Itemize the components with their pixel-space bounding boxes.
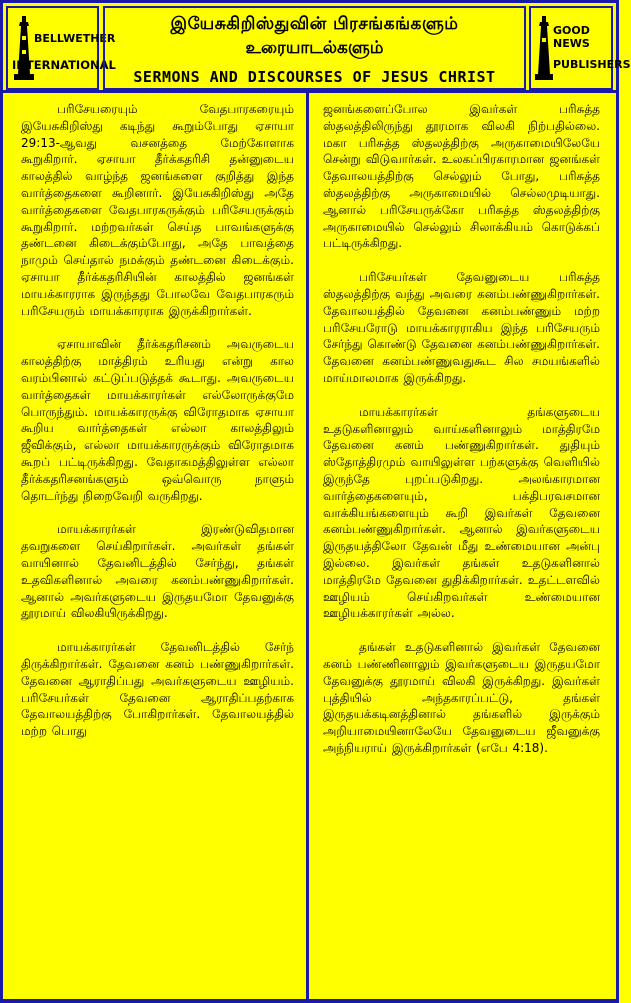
bellwether-logo bbox=[6, 6, 116, 90]
paragraph: பரிசேயரையும் வேதபாரகரையும் இயேசுகிறிஸ்து கடிந்து கூறும்போது ஏசாயா 29:13-ஆவது வசனத்தை மேற்கோளாக கூறுகிறார். ஏசாயா தீர்க்கதரிசி தன்னுடைய காலத்தில் வாழ்ந்த ஜனங்களை குறித்து இந்த வார்த்தைகளை கூறினார். இயேசுகிறிஸ்து அதே வார்த்தைகளை வேதபாரகருக்கும் பரிசேயருக்கும் கூறுகிறார். மற்றவர்கள் செய்த பாவங்களுக்கு தண்டனை கிடைக்கும்போது, அதே பாவத்தை நாமும் செய்தால் நமக்கும் தண்டனை கிடைக்கும். ஏசாயா தீர்க்கதரிசியின் காலத்தில் ஜனங்கள் மாயக்காரராக இருந்தது போலவே வேதபாரகரும் பரிசேயரும் மாயக்காரராக இருக்கிறார்கள். bbox=[21, 102, 294, 318]
logo-right-text bbox=[553, 24, 631, 71]
paragraph: மாயக்காரர்கள் இரண்டுவிதமான தவறுகளை செய்கிறார்கள். அவர்கள் தங்கள் வாயினால் தேவனிடத்தில் சேர்ந்து, தங்கள் உதவிகளினால் அவரை கனம்பண்ணுகிறார்கள். ஆனால் அவர்களுடைய இருதயமோ தேவனுக்கு தூரமாய் விலகியிருக்கிறது. bbox=[21, 522, 294, 621]
paragraph: மாயக்காரர்கள் தங்களுடைய உதடுகளினாலும் வாய்களினாலும் மாத்திரமே தேவனை கனம் பண்ணுகிறார்கள். துதியும் ஸ்தோத்திரமும் வாயிலுள்ள பற்களுக்கு வெளியில் இருந்தே புறப்படுகிறது. அலங்காரமான வார்த்தைகளையும், பக்திபரவசமான வாக்கியங்களையும் கூறி இவர்கள் தேவனை கனம்பண்ணுகிறார்கள். ஆனால் இவர்களுடைய இருதயத்திலோ தேவன் மீது உண்மையான அன்பு இல்லை. இவர்கள் தங்கள் உதடுகளினால் மாத்திரமே தேவனை துதிக்கிறார்கள். உதட்டளவில் ஊழியம் செய்கிறவர்கள் உண்மையான ஊழியக்காரர்கள் அல்ல. bbox=[323, 404, 600, 621]
paragraph: பரிசேயர்கள் தேவனுடைய பரிசுத்த ஸ்தலத்திற்கு வந்து அவரை கனம்பண்ணுகிறார்கள். தேவாலயத்தில் தேவனை கனம்பண்ணும் மற்ற பரிசேயரோடு மாயக்காரராகிய இந்த பரிசேயரும் சேர்ந்து கொண்டு தேவனை கனம்பண்ணுகிறார்கள். தேவனை கனம்பண்ணுவதுகூட சில சமயங்களில் மாய்மாலமாக இருக்கிறது. bbox=[323, 270, 600, 385]
paragraph: ஜனங்களைப்போல இவர்கள் பரிசுத்த ஸ்தலத்திலிருந்து தூரமாக விலகி நிற்பதில்லை. மகா பரிசுத்த ஸ்தலத்திற்கு அருகாமையிலேயே சென்று விடுவார்கள். உலகப்பிரகாரமான ஜனங்கள் தேவாலயத்திற்கு செல்லும் போது, பரிசுத்த ஸ்தலத்திற்கு அருகாமையில் செல்லமுடியாது. ஆனால் பரிசேயருக்கோ பரிசுத்த ஸ்தலத்திற்கு அருகாமையில் செல்லும் சிலாக்கியம் கொடுக்கப் பட்டிருக்கிறது. bbox=[323, 102, 600, 251]
header bbox=[3, 3, 631, 90]
left-column bbox=[3, 93, 306, 999]
paragraph: மாயக்காரர்கள் தேவனிடத்தில் சேர்ந் திருக்கிறார்கள். தேவனை கனம் பண்ணுகிறார்கள். தேவனை ஆராதிப்பது அவர்களுடைய ஊழியம். பரிசேயர்கள் தேவனை ஆராதிப்பதற்காக தேவாலயத்திற்கு போகிறார்கள். தேவாலயத்தில் மற்ற பொது bbox=[21, 640, 294, 739]
good-news-logo bbox=[529, 6, 631, 90]
logo-left-line1: BELLWETHER bbox=[34, 32, 116, 45]
right-column bbox=[309, 93, 616, 999]
page-title-tamil-line1: இயேசுகிறிஸ்துவின் பிரசங்கங்களும் bbox=[170, 14, 459, 34]
page-title-tamil-line2: உரையாடல்களும் bbox=[245, 38, 384, 58]
lighthouse-icon bbox=[535, 16, 553, 80]
logo-left-line2: INTERNATIONAL bbox=[12, 58, 116, 72]
title-box bbox=[103, 6, 526, 90]
logo-right-line2: PUBLISHERS bbox=[553, 58, 631, 71]
page-title-english: SERMONS AND DISCOURSES OF JESUS CHRIST bbox=[133, 68, 496, 86]
paragraph: தங்கள் உதடுகளினால் இவர்கள் தேவனை கனம் பண்ணினாலும் இவர்களுடைய இருதயமோ தேவனுக்கு தூரமாய் விலகி இருக்கிறது. இவர்கள் புத்தியில் அந்தகாரப்பட்டு, தங்கள் இருதயக்கடினத்தினால் தங்களில் இருக்கும் அறியாமையினாலேயே தேவனுடைய ஜீவனுக்கு அந்நியராய் இருக்கிறார்கள் (எபே 4:18). bbox=[323, 640, 600, 755]
logo-right-line1: GOOD NEWS bbox=[553, 24, 590, 50]
paragraph: ஏசாயாவின் தீர்க்கதரிசனம் அவருடைய காலத்திற்கு மாத்திரம் உரியது என்று கால வரம்பினால் கட்டுப்படுத்தக் கூடாது. அவருடைய வார்த்தைகள் மாயக்காரர்கள் எல்லோருக்குமே பொருந்தும். மாயக்காரருக்கு விரோதமாக ஏசாயா கூறிய வார்த்தைகள் எல்லா காலத்திலும் ஜீவிக்கும், எல்லா மாயக்காரருக்கும் விரோதமாக கூறப் பட்டிருக்கிறது. வேதாகமத்திலுள்ள எல்லா தீர்க்கதரிசனங்களும் ஒவ்வொரு நாளும் தொடர்ந்து நிறைவேறி வருகிறது. bbox=[21, 337, 294, 503]
